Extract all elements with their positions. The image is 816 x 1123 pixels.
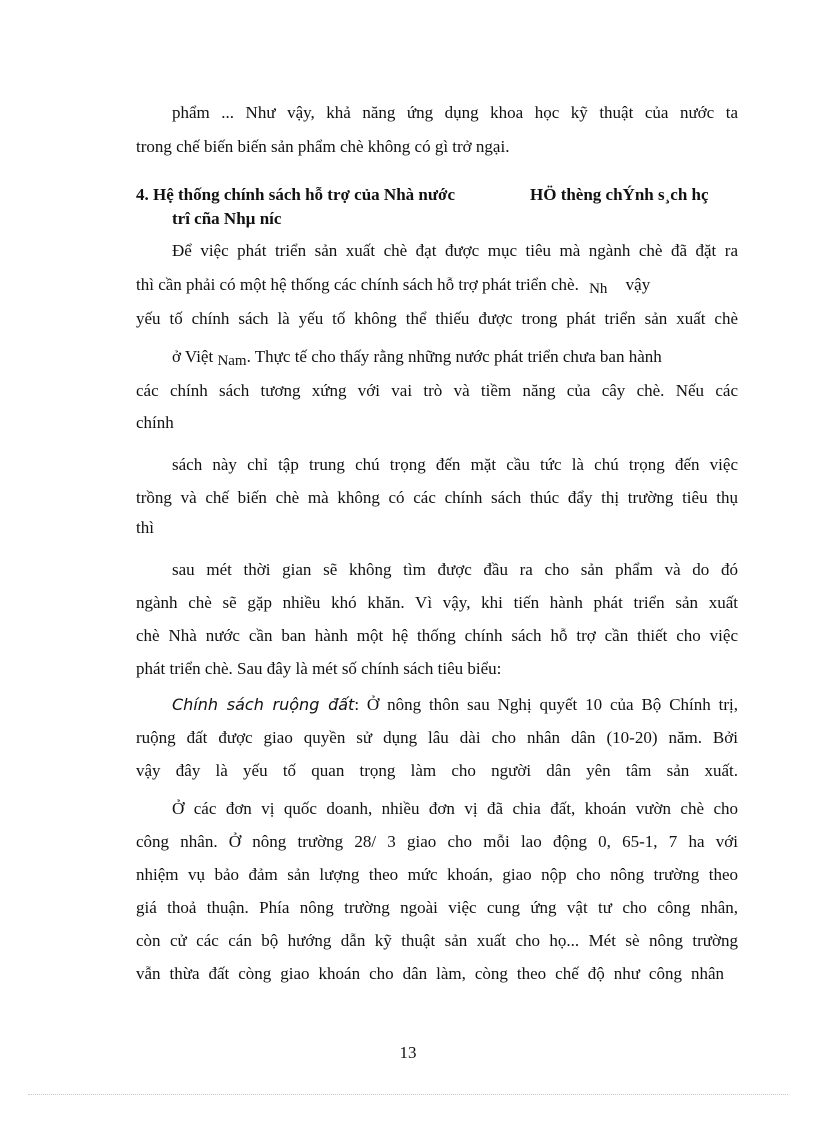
paragraph-6-line-3: nhiệm vụ bảo đảm sản lượng theo mức khoán, giao nộp cho nông trường theo xyxy=(136,865,738,884)
paragraph-4-line-1: sau mét thời gian sẽ không tìm được đầu ra cho sản phẩm và do đó xyxy=(172,560,738,579)
paragraph-4-line-4: phát triển chè. Sau đây là mét số chính sách tiêu biểu: xyxy=(136,659,502,678)
paragraph-2-line-1: Để việc phát triển sản xuất chè đạt được mục tiêu mà ngành chè đã đặt ra xyxy=(172,241,738,260)
section-heading-garbled: HÖ thèng chÝnh s¸ch hç xyxy=(530,185,709,204)
footer-divider xyxy=(28,1094,788,1095)
paragraph-4-line-2: ngành chè sẽ gặp nhiều khó khăn. Vì vậy, khi tiến hành phát triển sản xuất xyxy=(136,593,738,612)
paragraph-2-line-4 xyxy=(172,346,662,369)
paragraph-3-line-1: sách này chỉ tập trung chú trọng đến mặt cầu tức là chú trọng đến việc xyxy=(172,455,738,474)
paragraph-2-line-2 xyxy=(136,274,650,297)
paragraph-2-line-2-b: Nh xyxy=(589,281,608,297)
paragraph-2-line-6: chính xyxy=(136,413,174,432)
paragraph-1-line-2: trong chế biến biến sản phẩm chè không có gì trở ngại. xyxy=(136,137,510,156)
paragraph-6-line-1: Ở các đơn vị quốc doanh, nhiều đơn vị đã chia đất, khoán vườn chè cho xyxy=(172,799,738,818)
paragraph-3-line-3: thì xyxy=(136,518,154,537)
paragraph-2-line-5: các chính sách tương xứng với vai trò và tiềm năng của cây chè. Nếu các xyxy=(136,381,738,400)
paragraph-3-line-2: trồng và chế biến chè mà không có các chính sách thúc đẩy thị trường tiêu thụ xyxy=(136,488,738,507)
paragraph-5-line-2: ruộng đất được giao quyền sử dụng lâu dài cho nhân dân (10-20) năm. Bởi xyxy=(136,728,738,747)
paragraph-6-line-6: vẫn thừa đất còng giao khoán cho dân làm, còng theo chế độ như công nhân xyxy=(136,964,724,983)
paragraph-1-line-1: phẩm ... Như vậy, khả năng ứng dụng khoa học kỹ thuật của nước ta xyxy=(172,103,738,122)
paragraph-6-line-5: còn cử các cán bộ hướng dẫn kỹ thuật sản xuất cho họ... Mét sè nông trường xyxy=(136,931,738,950)
paragraph-4-line-3: chè Nhà nước cần ban hành một hệ thống chính sách hỗ trợ cần thiết cho việc xyxy=(136,626,738,645)
paragraph-2-line-4-b: Nam xyxy=(217,353,247,369)
paragraph-5-line-1-rest: : Ở nông thôn sau Nghị quyết 10 của Bộ Chính trị, xyxy=(354,695,738,714)
section-heading: 4. Hệ thống chính sách hỗ trợ của Nhà nước xyxy=(136,185,456,204)
paragraph-5-italic-lead: Chính sách ruộng đất xyxy=(172,695,355,714)
paragraph-2-line-4-a: ở Việt xyxy=(172,347,214,366)
paragraph-5-line-1 xyxy=(172,694,738,716)
paragraph-6-line-4: giá thoả thuận. Phía nông trường ngoài việc cung ứng vật tư cho công nhân, xyxy=(136,898,738,917)
paragraph-5-line-3: vậy đây là yếu tố quan trọng làm cho người dân yên tâm sản xuất. xyxy=(136,761,738,780)
page-number: 13 xyxy=(399,1043,417,1062)
paragraph-2-line-2-c: vậy xyxy=(625,275,651,294)
paragraph-2-line-3: yếu tố chính sách là yếu tố không thể thiếu được trong phát triển sản xuất chè xyxy=(136,309,738,328)
section-heading-line-2: trî cña Nhµ níc xyxy=(172,209,282,228)
paragraph-2-line-2-a: thì cần phải có một hệ thống các chính sách hỗ trợ phát triển chè. xyxy=(136,275,579,294)
paragraph-6-line-2: công nhân. Ở nông trường 28/ 3 giao cho mỗi lao động 0, 65-1, 7 ha với xyxy=(136,832,738,851)
paragraph-2-line-4-c: . Thực tế cho thấy rằng những nước phát triển chưa ban hành xyxy=(246,347,662,366)
